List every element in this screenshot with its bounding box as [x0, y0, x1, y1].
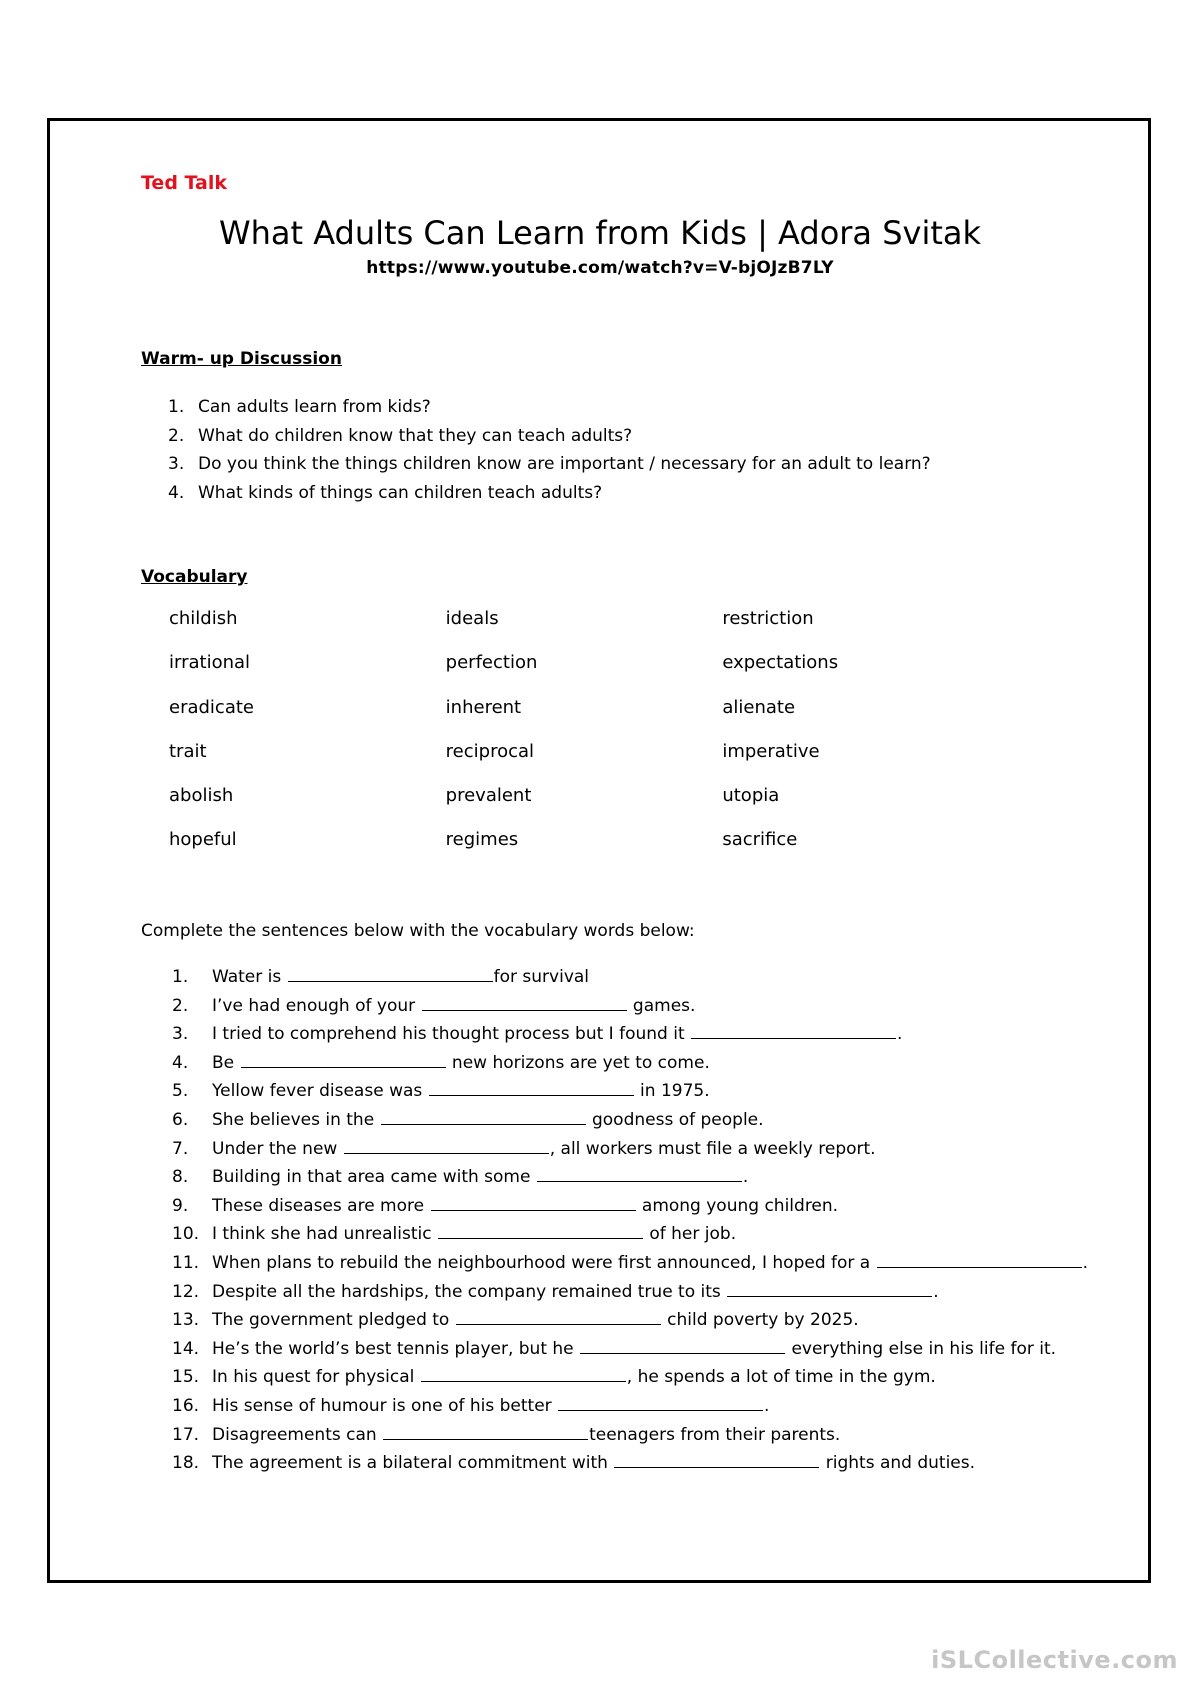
- vocabulary-row: [169, 697, 999, 741]
- answer-blank[interactable]: [421, 1363, 626, 1382]
- vocabulary-row: [169, 829, 999, 873]
- answer-blank[interactable]: [422, 992, 627, 1011]
- list-item: 4. What kinds of things can children teach adults?: [168, 482, 603, 503]
- answer-blank[interactable]: [877, 1249, 1082, 1268]
- answer-blank[interactable]: [580, 1335, 785, 1354]
- answer-blank[interactable]: [431, 1192, 636, 1211]
- answer-blank[interactable]: [558, 1392, 763, 1411]
- answer-blank[interactable]: [288, 963, 493, 982]
- answer-blank[interactable]: [381, 1106, 586, 1125]
- vocab-word: irrational: [169, 652, 251, 674]
- exercise-instruction: Complete the sentences below with the vocabulary words below:: [141, 921, 695, 941]
- video-url: https://www.youtube.com/watch?v=V-bjOJzB7LY: [366, 258, 834, 278]
- vocabulary-row: [169, 652, 999, 696]
- vocab-word: perfection: [445, 652, 538, 674]
- list-item: 1. Water is for survival: [172, 963, 1088, 992]
- page-title: What Adults Can Learn from Kids | Adora Svitak: [218, 214, 982, 252]
- vocab-word: ideals: [445, 608, 499, 629]
- answer-blank[interactable]: [383, 1421, 588, 1440]
- vocab-word: childish: [169, 608, 238, 629]
- vocab-word: reciprocal: [445, 740, 535, 762]
- answer-blank[interactable]: [241, 1049, 446, 1068]
- ted-talk-label: Ted Talk: [141, 172, 228, 194]
- list-item: 10. I think she had unrealistic of her job.: [172, 1220, 1088, 1249]
- exercise-list: [172, 963, 1088, 1478]
- list-item: 14. He’s the world’s best tennis player, but he everything else in his life for it.: [172, 1335, 1088, 1364]
- vocab-word: hopeful: [169, 829, 237, 851]
- warmup-list: [168, 393, 931, 507]
- answer-blank[interactable]: [727, 1278, 932, 1297]
- answer-blank[interactable]: [456, 1306, 661, 1325]
- vocab-word: eradicate: [169, 696, 254, 718]
- list-item: 17. Disagreements can teenagers from their parents.: [172, 1421, 1088, 1450]
- answer-blank[interactable]: [614, 1449, 819, 1468]
- vocab-word: imperative: [722, 740, 820, 762]
- list-item: 4. Be new horizons are yet to come.: [172, 1049, 1088, 1078]
- list-item: 3. I tried to comprehend his thought process but I found it .: [172, 1020, 1088, 1049]
- vocabulary-row: [169, 785, 999, 829]
- vocab-word: abolish: [169, 785, 234, 807]
- list-item: 8. Building in that area came with some .: [172, 1163, 1088, 1192]
- watermark: iSLCollective.com: [931, 1646, 1178, 1674]
- vocabulary-row: [169, 608, 999, 652]
- list-item: 7. Under the new , all workers must file a weekly report.: [172, 1135, 1088, 1164]
- list-item: 9. These diseases are more among young children.: [172, 1192, 1088, 1221]
- list-item: 6. She believes in the goodness of people.: [172, 1106, 1088, 1135]
- vocabulary-row: [169, 741, 999, 785]
- list-item: 2. I’ve had enough of your games.: [172, 992, 1088, 1021]
- vocab-word: alienate: [722, 696, 796, 718]
- answer-blank[interactable]: [438, 1220, 643, 1239]
- list-item: 16. His sense of humour is one of his better .: [172, 1392, 1088, 1421]
- list-item: 3. Do you think the things children know are important / necessary for an adult to learn?: [168, 454, 931, 474]
- vocabulary-heading: Vocabulary: [141, 567, 248, 587]
- answer-blank[interactable]: [429, 1077, 634, 1096]
- warmup-heading: Warm- up Discussion: [141, 349, 342, 369]
- list-item: 1. Can adults learn from kids?: [168, 397, 431, 417]
- vocab-word: regimes: [445, 829, 519, 851]
- list-item: 15. In his quest for physical , he spends a lot of time in the gym.: [172, 1363, 1088, 1392]
- list-item: 18. The agreement is a bilateral commitment with rights and duties.: [172, 1449, 1088, 1478]
- vocab-word: prevalent: [445, 785, 532, 807]
- vocab-word: sacrifice: [722, 829, 798, 851]
- answer-blank[interactable]: [537, 1163, 742, 1182]
- list-item: 13. The government pledged to child poverty by 2025.: [172, 1306, 1088, 1335]
- answer-blank[interactable]: [691, 1020, 896, 1039]
- vocab-word: expectations: [722, 652, 839, 674]
- list-item: 2. What do children know that they can teach adults?: [168, 425, 633, 446]
- list-item: 5. Yellow fever disease was in 1975.: [172, 1077, 1088, 1106]
- answer-blank[interactable]: [344, 1135, 549, 1154]
- vocab-word: utopia: [722, 785, 780, 807]
- list-item: 12. Despite all the hardships, the company remained true to its .: [172, 1278, 1088, 1307]
- list-item: 11. When plans to rebuild the neighbourhood were first announced, I hoped for a .: [172, 1249, 1088, 1278]
- vocab-word: restriction: [722, 608, 814, 629]
- vocabulary-grid: [169, 608, 999, 874]
- vocab-word: trait: [169, 740, 207, 762]
- vocab-word: inherent: [445, 696, 522, 718]
